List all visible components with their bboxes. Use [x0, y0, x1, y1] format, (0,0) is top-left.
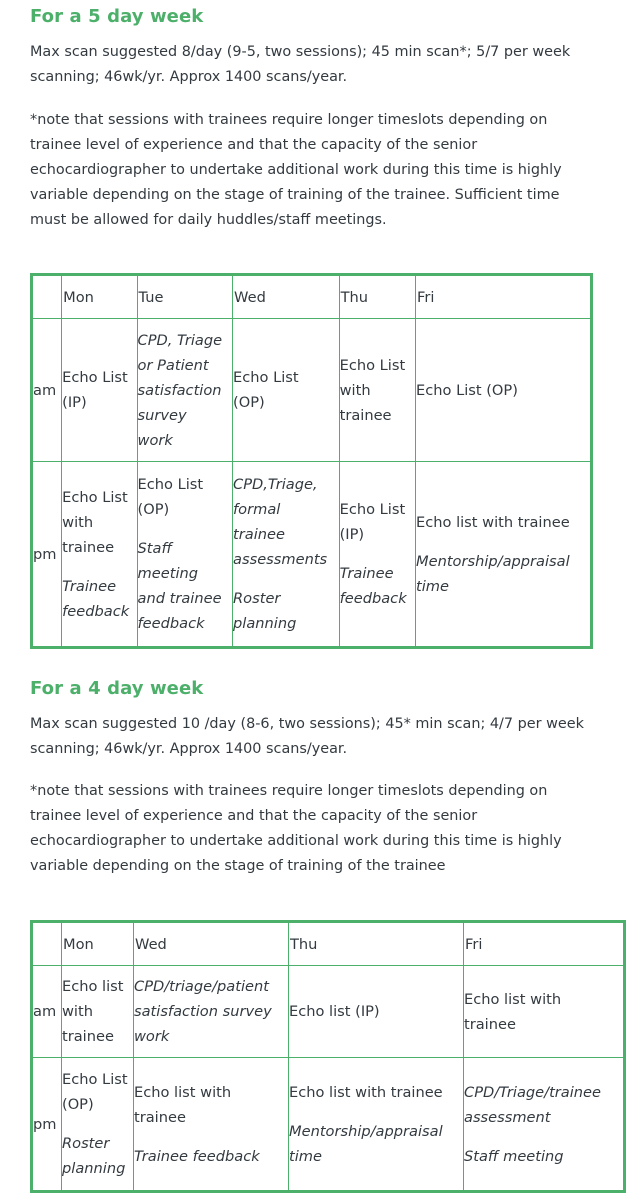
row-label-pm: pm	[32, 1058, 62, 1192]
col-header-mon: Mon	[62, 275, 137, 319]
cell-pm-wed: Echo list with trainee Trainee feedback	[134, 1058, 289, 1192]
cell-pm-mon: Echo List (OP) Roster planning	[62, 1058, 134, 1192]
four-day-schedule-table	[30, 920, 626, 1193]
four-day-heading: For a 4 day week	[30, 678, 204, 699]
cell-am-mon: Echo List (IP)	[62, 319, 137, 462]
cell-am-fri: Echo List (OP)	[416, 319, 592, 462]
table-row-am	[32, 319, 592, 462]
corner-cell	[32, 922, 62, 966]
table-row-pm	[32, 462, 592, 648]
cell-am-mon: Echo list with trainee	[62, 966, 134, 1058]
col-header-thu: Thu	[339, 275, 415, 319]
five-day-summary: Max scan suggested 8/day (9-5, two sessions); 45 min scan*; 5/7 per week scanning; 46wk/yr. Approx 1400 scans/year.	[30, 44, 571, 85]
five-day-note: *note that sessions with trainees require longer timeslots depending on trainee level of experience and that the capacity of the senior echocardiographer to undertake additional work during this time is highly variable depending on the stage of training of the trainee. Sufficient time must be allowed for daily huddles/staff meetings.	[30, 112, 562, 228]
cell-am-fri: Echo list with trainee	[464, 966, 625, 1058]
col-header-thu: Thu	[289, 922, 464, 966]
four-day-note: *note that sessions with trainees require longer timeslots depending on trainee level of experience and that the capacity of the senior echocardiographer to undertake additional work during this time is highly variable depending on the stage of training of the trainee	[30, 783, 562, 874]
row-label-am: am	[32, 319, 62, 462]
four-day-summary: Max scan suggested 10 /day (8-6, two sessions); 45* min scan; 4/7 per week scanning; 46wk/yr. Approx 1400 scans/year.	[30, 716, 584, 757]
cell-am-wed: CPD/triage/patient satisfaction survey work	[134, 966, 289, 1058]
col-header-mon: Mon	[62, 922, 134, 966]
table-header-row	[32, 275, 592, 319]
cell-pm-wed: CPD,Triage, formal trainee assessments Roster planning	[233, 462, 340, 648]
table-header-row	[32, 922, 625, 966]
five-day-heading: For a 5 day week	[30, 6, 204, 27]
col-header-tue: Tue	[137, 275, 233, 319]
row-label-pm: pm	[32, 462, 62, 648]
five-day-schedule-table	[30, 273, 593, 649]
col-header-wed: Wed	[134, 922, 289, 966]
cell-am-wed: Echo List (OP)	[233, 319, 340, 462]
cell-pm-thu: Echo List (IP) Trainee feedback	[339, 462, 415, 648]
row-label-am: am	[32, 966, 62, 1058]
cell-pm-thu: Echo list with trainee Mentorship/appraisal time	[289, 1058, 464, 1192]
col-header-wed: Wed	[233, 275, 340, 319]
cell-pm-fri: CPD/Triage/trainee assessment Staff meeting	[464, 1058, 625, 1192]
corner-cell	[32, 275, 62, 319]
col-header-fri: Fri	[416, 275, 592, 319]
cell-am-thu: Echo list (IP)	[289, 966, 464, 1058]
col-header-fri: Fri	[464, 922, 625, 966]
cell-am-thu: Echo List with trainee	[339, 319, 415, 462]
table-row-pm	[32, 1058, 625, 1192]
table-row-am	[32, 966, 625, 1058]
cell-am-tue: CPD, Triage or Patient satisfaction survey work	[137, 319, 233, 462]
cell-pm-tue: Echo List (OP) Staff meeting and trainee feedback	[137, 462, 233, 648]
cell-pm-mon: Echo List with trainee Trainee feedback	[62, 462, 137, 648]
cell-pm-fri: Echo list with trainee Mentorship/appraisal time	[416, 462, 592, 648]
